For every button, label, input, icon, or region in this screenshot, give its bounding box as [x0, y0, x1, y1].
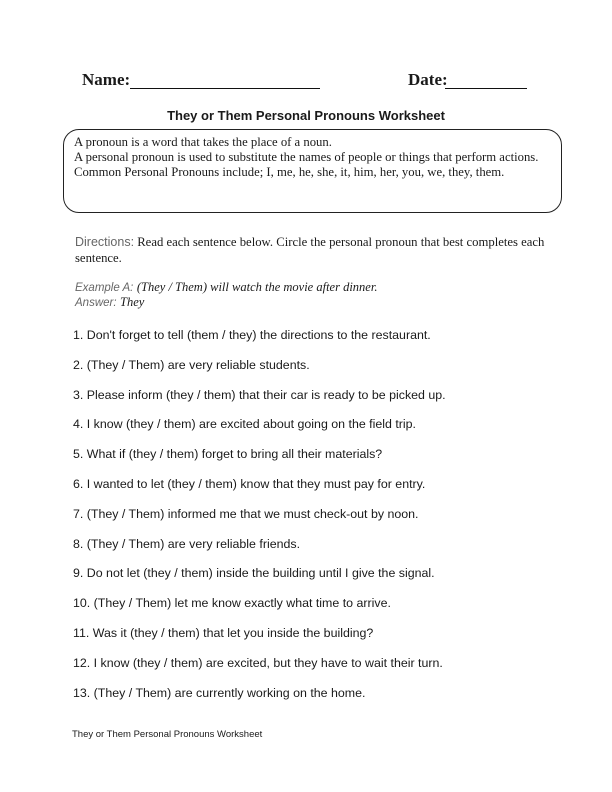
date-label: Date:	[408, 70, 448, 89]
directions-text: Read each sentence below. Circle the personal pronoun that best completes each sentence.	[75, 235, 545, 265]
question-item: 13. (They / Them) are currently working on the home.	[73, 685, 366, 700]
date-blank-line	[445, 88, 527, 89]
info-line: A personal pronoun is used to substitute the names of people or things that perform actions.	[74, 150, 539, 164]
question-item: 3. Please inform (they / them) that their car is ready to be picked up.	[73, 387, 446, 402]
question-item: 1. Don't forget to tell (them / they) the directions to the restaurant.	[73, 328, 431, 342]
pronoun-info-box	[63, 129, 562, 213]
question-item: 9. Do not let (they / them) inside the building until I give the signal.	[73, 566, 435, 581]
page-footer: They or Them Personal Pronouns Worksheet	[72, 729, 263, 740]
question-item: 2. (They / Them) are very reliable students.	[73, 357, 310, 372]
name-blank-line	[130, 88, 320, 89]
worksheet-title: They or Them Personal Pronouns Worksheet	[167, 108, 445, 123]
example-label: Example A:	[75, 282, 134, 294]
example-block	[75, 280, 545, 310]
example-sentence: (They / Them) will watch the movie after dinner.	[136, 280, 378, 294]
question-item: 12. I know (they / them) are excited, but they have to wait their turn.	[73, 655, 443, 670]
question-item: 8. (They / Them) are very reliable friends.	[73, 536, 301, 551]
question-item: 6. I wanted to let (they / them) know that they must pay for entry.	[73, 476, 426, 491]
info-line: Common Personal Pronouns include; I, me, he, she, it, him, her, you, we, they, them.	[74, 165, 505, 179]
directions	[75, 234, 545, 266]
answer-label: Answer:	[75, 297, 117, 309]
info-line: A pronoun is a word that takes the place of a noun.	[74, 135, 332, 149]
name-label: Name:	[82, 70, 131, 89]
directions-label: Directions:	[75, 235, 135, 249]
question-item: 4. I know (they / them) are excited about going on the field trip.	[73, 417, 416, 432]
question-item: 10. (They / Them) let me know exactly what time to arrive.	[73, 596, 391, 611]
question-item: 7. (They / Them) informed me that we must check-out by noon.	[73, 506, 419, 521]
question-item: 5. What if (they / them) forget to bring all their materials?	[73, 447, 383, 462]
question-list	[73, 327, 553, 714]
header-row	[0, 70, 612, 94]
answer-text: They	[120, 295, 145, 309]
question-item: 11. Was it (they / them) that let you inside the building?	[73, 625, 374, 640]
